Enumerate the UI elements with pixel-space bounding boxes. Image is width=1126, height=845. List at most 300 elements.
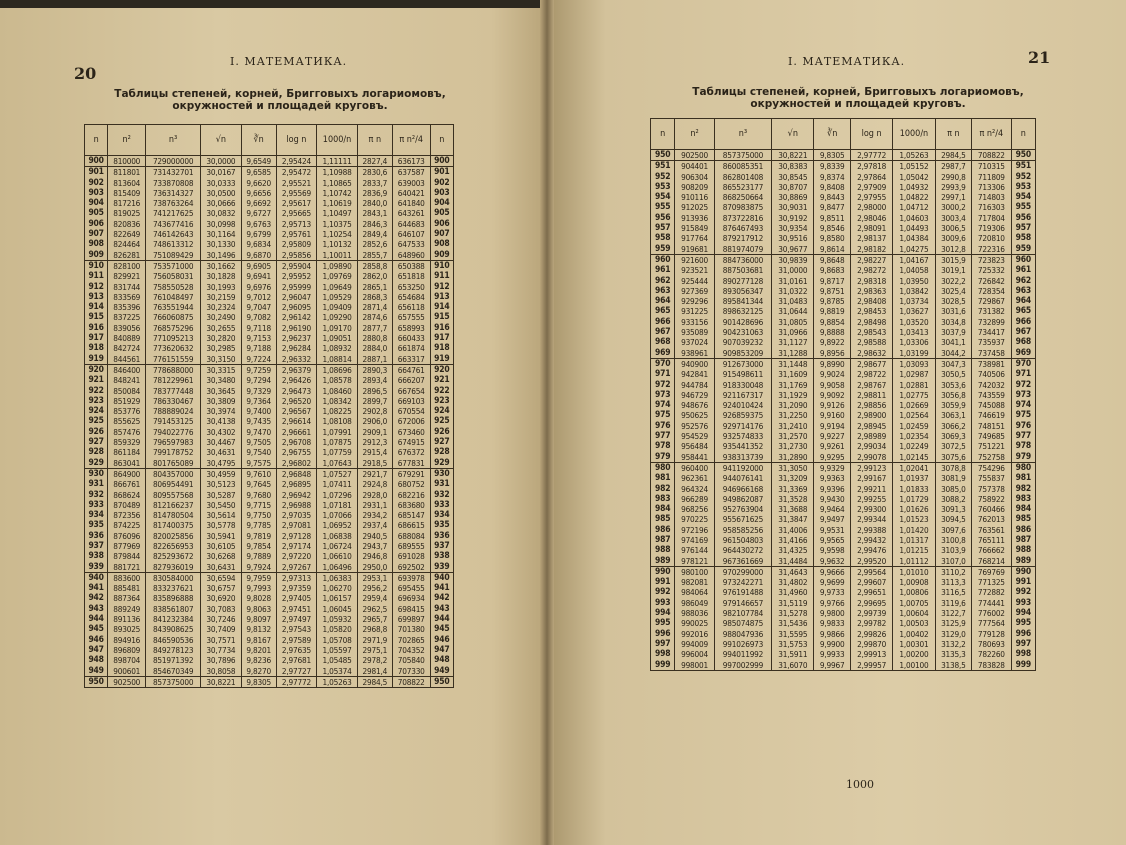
left-table-cell: 669103	[392, 396, 430, 406]
left-table-cell: 916	[430, 323, 453, 333]
right-table-cell: 3075,6	[935, 452, 971, 463]
left-table-cell: 1,10619	[317, 198, 358, 208]
left-table-cell: 9,7959	[241, 572, 276, 583]
left-table-cell: 9,7470	[241, 427, 276, 437]
left-table-cell: 9,8028	[241, 593, 276, 603]
right-table-cell: 2,99520	[850, 556, 892, 567]
right-table-row	[651, 649, 1036, 659]
left-table-cell: 2884,0	[357, 343, 392, 353]
left-table-cell: 872356	[108, 510, 146, 520]
right-table-cell: 9,9363	[814, 473, 850, 483]
left-table-cell: 30,4467	[201, 437, 242, 447]
right-table-cell: 2,99607	[850, 577, 892, 587]
right-header-cell: n³	[714, 119, 771, 150]
right-table-row	[651, 369, 1036, 379]
left-table-cell: 794022776	[146, 427, 201, 437]
right-table-cell: 953	[1011, 182, 1035, 192]
left-table-cell: 2959,4	[357, 593, 392, 603]
right-table-cell: 970	[1011, 358, 1035, 369]
left-table-cell: 2,96520	[276, 396, 317, 406]
right-table-cell: 31,3369	[772, 484, 814, 494]
left-table-row	[85, 666, 454, 677]
right-table-cell: 958441	[675, 452, 715, 463]
left-table-cell: 2890,3	[357, 364, 392, 375]
right-table-cell: 925444	[675, 276, 715, 286]
right-table-cell: 1,01420	[893, 525, 935, 535]
left-header-cell: √n	[201, 125, 242, 156]
right-table-cell: 2990,8	[935, 172, 971, 182]
right-table-row	[651, 182, 1036, 192]
left-table-cell: 680752	[392, 479, 430, 489]
right-table-cell: 870983875	[714, 202, 771, 212]
left-table-cell: 2,95999	[276, 282, 317, 292]
right-table-cell: 9,9933	[814, 649, 850, 659]
left-table-cell: 2912,3	[357, 437, 392, 447]
left-table-cell: 861184	[108, 447, 146, 457]
left-table-cell: 9,7259	[241, 364, 276, 375]
right-table-cell: 966289	[675, 494, 715, 504]
left-table-cell: 2,96802	[276, 458, 317, 469]
right-table-cell: 9,9126	[814, 400, 850, 410]
left-table-cell: 30,5941	[201, 531, 242, 541]
right-table-cell: 978121	[675, 556, 715, 567]
right-table-cell: 978	[651, 441, 675, 451]
right-table-cell: 725332	[972, 265, 1012, 275]
left-table-cell: 9,6976	[241, 282, 276, 292]
left-table-cell: 1,07296	[317, 490, 358, 500]
right-table-cell: 9,8443	[814, 192, 850, 202]
right-table-cell: 755837	[972, 473, 1012, 483]
left-table-cell: 702865	[392, 635, 430, 645]
left-table-cell: 842724	[108, 343, 146, 353]
left-table-cell: 874225	[108, 520, 146, 530]
left-table-cell: 2,96379	[276, 364, 317, 375]
right-table-cell: 743559	[972, 390, 1012, 400]
right-table-cell: 3107,0	[935, 556, 971, 567]
right-table-cell: 2,99870	[850, 639, 892, 649]
right-table-cell: 909853209	[714, 348, 771, 359]
right-table-cell: 1,01523	[893, 514, 935, 524]
left-table-cell: 30,7083	[201, 604, 242, 614]
right-table-cell: 967361669	[714, 556, 771, 567]
right-table-cell: 9,8990	[814, 358, 850, 369]
left-table-cell: 864900	[108, 468, 146, 479]
left-table-cell: 2924,8	[357, 479, 392, 489]
right-table-cell: 780693	[972, 639, 1012, 649]
left-table-cell: 30,4631	[201, 447, 242, 457]
right-table-row	[651, 276, 1036, 286]
left-table-cell: 1,07066	[317, 510, 358, 520]
right-table-cell: 931225	[675, 306, 715, 316]
left-header-cell: log n	[276, 125, 317, 156]
left-table-cell: 907	[430, 229, 453, 239]
right-table-row	[651, 639, 1036, 649]
right-table-cell: 958585256	[714, 525, 771, 535]
left-table-cell: 1,05374	[317, 666, 358, 677]
right-table-cell: 717804	[972, 213, 1012, 223]
left-table-cell: 30,5450	[201, 500, 242, 510]
left-table-cell: 30,3645	[201, 386, 242, 396]
right-table-cell: 31,1769	[772, 380, 814, 390]
left-table-cell: 30,5287	[201, 490, 242, 500]
left-table-cell: 1,09051	[317, 333, 358, 343]
right-table-cell: 3072,5	[935, 441, 971, 451]
left-table-cell: 2,97081	[276, 520, 317, 530]
right-table-cell: 1,04384	[893, 233, 935, 243]
right-table-row	[651, 244, 1036, 255]
left-table-cell: 673460	[392, 427, 430, 437]
right-table-cell: 31,5278	[772, 608, 814, 618]
left-table-cell: 924	[85, 406, 108, 416]
right-table-cell: 984	[651, 504, 675, 514]
right-table-cell: 9,8477	[814, 202, 850, 212]
right-table-cell: 981	[651, 473, 675, 483]
right-table-cell: 972196	[675, 525, 715, 535]
right-table-cell: 989	[651, 556, 675, 567]
right-table-cell: 2,99078	[850, 452, 892, 463]
right-table-cell: 1,00705	[893, 598, 935, 608]
right-table-cell: 31,5595	[772, 629, 814, 639]
left-table-cell: 936	[85, 531, 108, 541]
right-table-cell: 865523177	[714, 182, 771, 192]
right-table-cell: 1,03950	[893, 276, 935, 286]
left-table-cell: 2,97128	[276, 531, 317, 541]
right-table-cell: 999	[1011, 660, 1035, 671]
left-table-cell: 9,7435	[241, 416, 276, 426]
right-table-row	[651, 348, 1036, 359]
right-table-cell: 3091,3	[935, 504, 971, 514]
right-table-cell: 31,0000	[772, 265, 814, 275]
left-table-cell: 870489	[108, 500, 146, 510]
left-table-cell: 813604	[108, 178, 146, 188]
right-table-cell: 961	[1011, 265, 1035, 275]
right-table-row	[651, 514, 1036, 524]
right-table-cell: 2,99651	[850, 587, 892, 597]
left-table-cell: 30,2985	[201, 343, 242, 353]
right-table-row	[651, 317, 1036, 327]
right-table-cell: 2,98272	[850, 265, 892, 275]
left-table-cell: 9,6656	[241, 188, 276, 198]
right-table-cell: 762013	[972, 514, 1012, 524]
left-table-cell: 1,05932	[317, 614, 358, 624]
right-table-cell: 31,3209	[772, 473, 814, 483]
left-table-cell: 656118	[392, 302, 430, 312]
right-table-cell: 9,9531	[814, 525, 850, 535]
left-table-cell: 2,95617	[276, 198, 317, 208]
right-table-cell: 2,99782	[850, 618, 892, 628]
right-table-row	[651, 504, 1036, 514]
left-table-cell: 691028	[392, 551, 430, 561]
right-table-cell: 924010424	[714, 400, 771, 410]
left-table-cell: 9,8167	[241, 635, 276, 645]
left-table-cell: 941	[430, 583, 453, 593]
right-table-cell: 2,99476	[850, 545, 892, 555]
right-table-row	[651, 608, 1036, 618]
left-table-cell: 2,96284	[276, 343, 317, 353]
right-table-cell: 2,99344	[850, 514, 892, 524]
right-table-cell: 3132,2	[935, 639, 971, 649]
right-table-cell: 3100,8	[935, 535, 971, 545]
right-table-cell: 31,4643	[772, 566, 814, 577]
left-table-cell: 916	[85, 323, 108, 333]
left-table-cell: 2,96708	[276, 437, 317, 447]
left-table-cell: 682216	[392, 490, 430, 500]
left-table-cell: 1,07759	[317, 447, 358, 457]
left-table-cell: 2906,0	[357, 416, 392, 426]
left-table-cell: 30,2820	[201, 333, 242, 343]
left-table-cell: 2,96755	[276, 447, 317, 457]
right-table-cell: 994	[651, 608, 675, 618]
left-table-cell: 940	[430, 572, 453, 583]
right-table-cell: 948676	[675, 400, 715, 410]
right-table-row	[651, 494, 1036, 504]
left-table-row	[85, 562, 454, 573]
right-table-cell: 779128	[972, 629, 1012, 639]
left-table-cell: 30,5778	[201, 520, 242, 530]
left-table-cell: 945	[85, 624, 108, 634]
left-table-cell: 902500	[108, 676, 146, 687]
right-table-cell: 2,98767	[850, 380, 892, 390]
left-table-cell: 1,09290	[317, 312, 358, 322]
left-table-cell: 851929	[108, 396, 146, 406]
right-table-cell: 979	[651, 452, 675, 463]
left-table-cell: 766060875	[146, 312, 201, 322]
left-table-cell: 912	[430, 282, 453, 292]
right-table-cell: 31,4166	[772, 535, 814, 545]
right-page	[548, 0, 1126, 845]
left-table-cell: 900	[430, 156, 453, 167]
left-table-cell: 942	[85, 593, 108, 603]
right-table-row	[651, 484, 1036, 494]
left-table-cell: 1,05263	[317, 676, 358, 687]
left-table-cell: 30,1662	[201, 260, 242, 271]
right-table-cell: 31,5119	[772, 598, 814, 608]
left-table-cell: 2902,8	[357, 406, 392, 416]
right-table-cell: 990025	[675, 618, 715, 628]
left-table-cell: 912	[85, 282, 108, 292]
left-table-cell: 786330467	[146, 396, 201, 406]
left-table-cell: 2,97772	[276, 676, 317, 687]
right-table-cell: 960	[1011, 254, 1035, 265]
left-table-cell: 2,96332	[276, 354, 317, 365]
left-table-cell: 660433	[392, 333, 430, 343]
left-table-cell: 9,7540	[241, 447, 276, 457]
right-table-cell: 929296	[675, 296, 715, 306]
right-table-cell: 967	[651, 327, 675, 337]
left-table-cell: 948	[430, 655, 453, 665]
left-table-row	[85, 500, 454, 510]
right-table-cell: 3044,2	[935, 348, 971, 359]
left-table-cell: 1,08578	[317, 375, 358, 385]
left-table-cell: 2943,7	[357, 541, 392, 551]
left-table-cell: 9,7680	[241, 490, 276, 500]
right-table-cell: 917764	[675, 233, 715, 243]
right-table-cell: 2,97955	[850, 192, 892, 202]
right-table-cell: 964324	[675, 484, 715, 494]
right-table-cell: 2984,5	[935, 150, 971, 161]
right-table-row	[651, 380, 1036, 390]
right-table-cell: 3041,1	[935, 337, 971, 347]
left-table-cell: 905	[430, 208, 453, 218]
right-table-cell: 3138,5	[935, 660, 971, 671]
left-table-cell: 2,96988	[276, 500, 317, 510]
left-table-cell: 2852,6	[357, 239, 392, 249]
left-table-cell: 2928,0	[357, 490, 392, 500]
right-table-cell: 30,9516	[772, 233, 814, 243]
left-table-cell: 781229961	[146, 375, 201, 385]
right-table-cell: 752758	[972, 452, 1012, 463]
left-table-cell: 925	[85, 416, 108, 426]
left-table-cell: 30,0167	[201, 167, 242, 178]
right-table-cell: 966	[1011, 317, 1035, 327]
left-table-cell: 1,06724	[317, 541, 358, 551]
left-table-cell: 768575296	[146, 323, 201, 333]
left-table-cell: 2946,8	[357, 551, 392, 561]
right-table-row	[651, 213, 1036, 223]
left-table-cell: 639003	[392, 178, 430, 188]
left-table-cell: 906	[430, 219, 453, 229]
right-table-cell: 970225	[675, 514, 715, 524]
left-table-cell: 693978	[392, 572, 430, 583]
left-table-cell: 30,3315	[201, 364, 242, 375]
left-table-cell: 947	[85, 645, 108, 655]
right-table-cell: 742032	[972, 380, 1012, 390]
left-table-cell: 778688000	[146, 364, 201, 375]
left-table-cell: 776151559	[146, 354, 201, 365]
right-table-cell: 3025,4	[935, 286, 971, 296]
left-table-cell: 1,09170	[317, 323, 358, 333]
left-table-cell: 763551944	[146, 302, 201, 312]
right-table-cell: 9,9160	[814, 410, 850, 420]
right-table-cell: 956	[651, 213, 675, 223]
left-table-cell: 30,6431	[201, 562, 242, 573]
right-table-cell: 9,8648	[814, 254, 850, 265]
left-table-cell: 1,08225	[317, 406, 358, 416]
left-table-cell: 2840,0	[357, 198, 392, 208]
right-table-cell: 714803	[972, 192, 1012, 202]
right-table-cell: 958	[1011, 233, 1035, 243]
left-table-cell: 906	[85, 219, 108, 229]
right-table-row	[651, 233, 1036, 243]
left-table-cell: 2931,1	[357, 500, 392, 510]
left-table-cell: 851971392	[146, 655, 201, 665]
right-table-cell: 3081,9	[935, 473, 971, 483]
left-table-row	[85, 458, 454, 469]
right-header-cell: √n	[772, 119, 814, 150]
left-table-row	[85, 604, 454, 614]
left-table-cell: 1,09409	[317, 302, 358, 312]
right-table-cell: 913936	[675, 213, 715, 223]
left-table-cell: 2896,5	[357, 386, 392, 396]
right-table-cell: 955671625	[714, 514, 771, 524]
left-table-cell: 644683	[392, 219, 430, 229]
right-table-cell: 996004	[675, 649, 715, 659]
right-table-cell: 997	[1011, 639, 1035, 649]
left-table-cell: 30,5614	[201, 510, 242, 520]
left-table-cell: 2,97497	[276, 614, 317, 624]
left-table-cell: 814780504	[146, 510, 201, 520]
left-table-cell: 1,10375	[317, 219, 358, 229]
right-table-cell: 720810	[972, 233, 1012, 243]
right-table-row	[651, 327, 1036, 337]
left-table-cell: 949	[85, 666, 108, 677]
left-table-cell: 9,6692	[241, 198, 276, 208]
left-table-cell: 950	[85, 676, 108, 687]
left-table-row	[85, 312, 454, 322]
right-table-cell: 726842	[972, 276, 1012, 286]
left-table-cell: 902	[85, 178, 108, 188]
left-table-cell: 804357000	[146, 468, 201, 479]
right-table-cell: 998	[1011, 649, 1035, 659]
right-table-cell: 962	[1011, 276, 1035, 286]
right-table-cell: 31,0966	[772, 327, 814, 337]
right-table-cell: 722316	[972, 244, 1012, 255]
left-table-cell: 30,4795	[201, 458, 242, 469]
right-table-cell: 9,9967	[814, 660, 850, 671]
right-table-cell: 961504803	[714, 535, 771, 545]
right-table-cell: 977	[651, 431, 675, 441]
right-table-row	[651, 660, 1036, 671]
right-table-cell: 904401	[675, 161, 715, 172]
left-table-cell: 2,96661	[276, 427, 317, 437]
right-table-cell: 30,8545	[772, 172, 814, 182]
left-table-cell: 30,4138	[201, 416, 242, 426]
left-table-cell: 647533	[392, 239, 430, 249]
left-table-cell: 9,7505	[241, 437, 276, 447]
left-table-cell: 677831	[392, 458, 430, 469]
left-table-cell: 859329	[108, 437, 146, 447]
left-table-cell: 2,96473	[276, 386, 317, 396]
right-table-cell: 986	[651, 525, 675, 535]
left-table-cell: 708822	[392, 676, 430, 687]
right-table-cell: 1,04932	[893, 182, 935, 192]
left-table-cell: 30,0832	[201, 208, 242, 218]
left-table-cell: 940	[85, 572, 108, 583]
left-table-cell: 857476	[108, 427, 146, 437]
left-table-cell: 2836,9	[357, 188, 392, 198]
right-table-cell: 1,05263	[893, 150, 935, 161]
left-table-cell: 922	[430, 386, 453, 396]
right-table-cell: 940900	[675, 358, 715, 369]
right-table-cell: 31,5753	[772, 639, 814, 649]
right-table-row	[651, 192, 1036, 202]
left-table-cell: 887364	[108, 593, 146, 603]
right-table-cell: 1,04712	[893, 202, 935, 212]
right-table-cell: 1,00402	[893, 629, 935, 639]
right-table-cell: 31,2730	[772, 441, 814, 451]
left-table-cell: 2,97313	[276, 572, 317, 583]
left-table-row	[85, 260, 454, 271]
right-table-cell: 908209	[675, 182, 715, 192]
right-table-cell: 2,98453	[850, 306, 892, 316]
right-table-cell: 31,2090	[772, 400, 814, 410]
right-page-number: 21	[1028, 48, 1051, 67]
right-table-cell: 970	[651, 358, 675, 369]
right-table-cell: 3037,9	[935, 327, 971, 337]
right-table-cell: 9,9833	[814, 618, 850, 628]
left-table-cell: 30,2159	[201, 292, 242, 302]
right-table-row	[651, 441, 1036, 451]
left-table-cell: 2921,7	[357, 468, 392, 479]
right-table-cell: 9,8580	[814, 233, 850, 243]
right-table-cell: 1,00100	[893, 660, 935, 671]
right-table-cell: 2,99123	[850, 462, 892, 473]
left-table-cell: 809557568	[146, 490, 201, 500]
left-table-cell: 9,7118	[241, 323, 276, 333]
left-table-cell: 1,05708	[317, 635, 358, 645]
right-table-cell: 2,99211	[850, 484, 892, 494]
left-table-cell: 9,7819	[241, 531, 276, 541]
